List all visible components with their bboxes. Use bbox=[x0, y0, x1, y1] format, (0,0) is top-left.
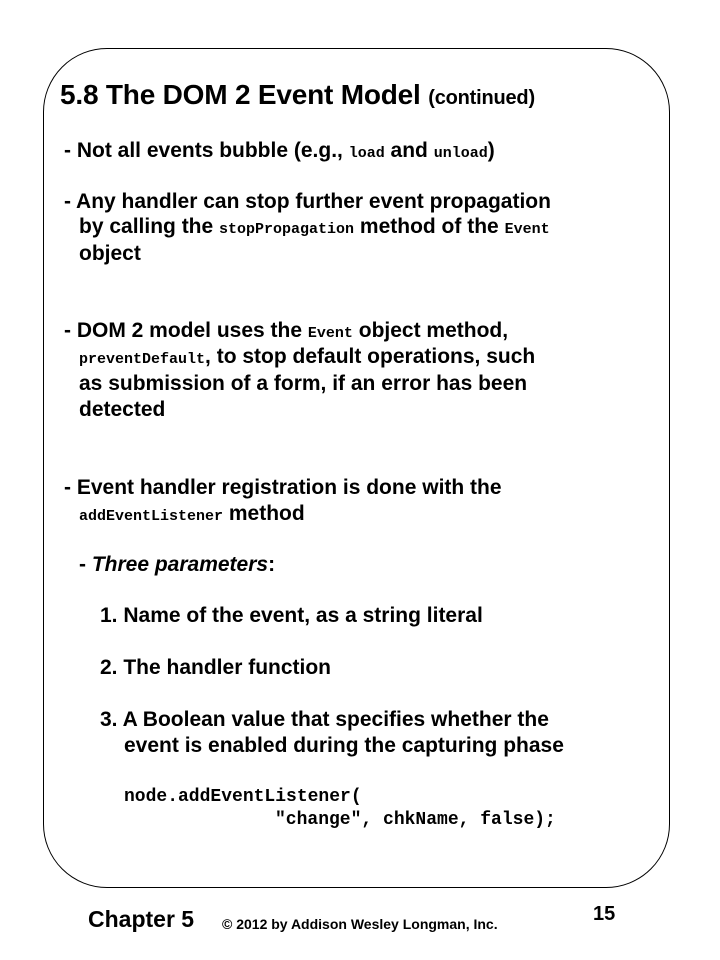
slide-title bbox=[60, 79, 535, 111]
bullet-prevent-default-line3: as submission of a form, if an error has been bbox=[79, 372, 528, 395]
code-load: load bbox=[348, 145, 385, 162]
code-example-line1: node.addEventListener( bbox=[124, 787, 362, 807]
bullet-prevent-default-line1 bbox=[64, 319, 508, 343]
parameter-item-3-line1: 3. A Boolean value that specifies whether the bbox=[100, 708, 549, 731]
bullet-text: method of the bbox=[354, 215, 505, 238]
title-main: 5.8 The DOM 2 Event Model bbox=[60, 79, 421, 110]
bullet-registration-line1: - Event handler registration is done with the bbox=[64, 476, 502, 499]
code-addeventlistener: addEventListener bbox=[79, 508, 224, 525]
bullet-stop-propagation-line1: - Any handler can stop further event propagation bbox=[64, 190, 551, 213]
code-stoppropagation: stopPropagation bbox=[219, 221, 355, 238]
code-event: Event bbox=[504, 221, 550, 238]
parameter-item-2: 2. The handler function bbox=[100, 656, 332, 679]
code-preventdefault: preventDefault bbox=[79, 351, 206, 368]
slide-frame bbox=[43, 48, 670, 888]
parameter-item-1: 1. Name of the event, as a string literal bbox=[100, 604, 483, 627]
bullet-text: method bbox=[223, 502, 305, 525]
bullet-events-bubble bbox=[64, 139, 495, 163]
bullet-text: - Not all events bubble (e.g., bbox=[64, 139, 349, 162]
bullet-text: : bbox=[268, 553, 276, 576]
bullet-text: and bbox=[384, 139, 434, 162]
parameter-item-3-line2: event is enabled during the capturing phase bbox=[124, 734, 564, 757]
bullet-text: - bbox=[79, 553, 92, 576]
bullet-prevent-default-line2 bbox=[79, 345, 535, 369]
code-example-line2: "change", chkName, false); bbox=[275, 810, 556, 830]
code-event: Event bbox=[307, 325, 353, 342]
bullet-text: - DOM 2 model uses the bbox=[64, 319, 308, 342]
parameters-label: Three parameters bbox=[91, 553, 269, 576]
title-suffix: (continued) bbox=[428, 87, 535, 109]
bullet-text: , to stop default operations, such bbox=[205, 345, 536, 368]
parameters-heading bbox=[79, 553, 275, 577]
footer-chapter: Chapter 5 bbox=[88, 906, 195, 932]
code-unload: unload bbox=[433, 145, 488, 162]
bullet-text: by calling the bbox=[79, 215, 220, 238]
bullet-stop-propagation-line2 bbox=[79, 215, 550, 239]
bullet-stop-propagation-line3: object bbox=[79, 242, 141, 265]
bullet-prevent-default-line4: detected bbox=[79, 398, 166, 421]
footer-copyright: © 2012 by Addison Wesley Longman, Inc. bbox=[222, 916, 498, 932]
footer-page-number: 15 bbox=[593, 903, 616, 925]
bullet-text: ) bbox=[487, 139, 495, 162]
bullet-registration-line2 bbox=[79, 502, 305, 526]
bullet-text: object method, bbox=[352, 319, 509, 342]
